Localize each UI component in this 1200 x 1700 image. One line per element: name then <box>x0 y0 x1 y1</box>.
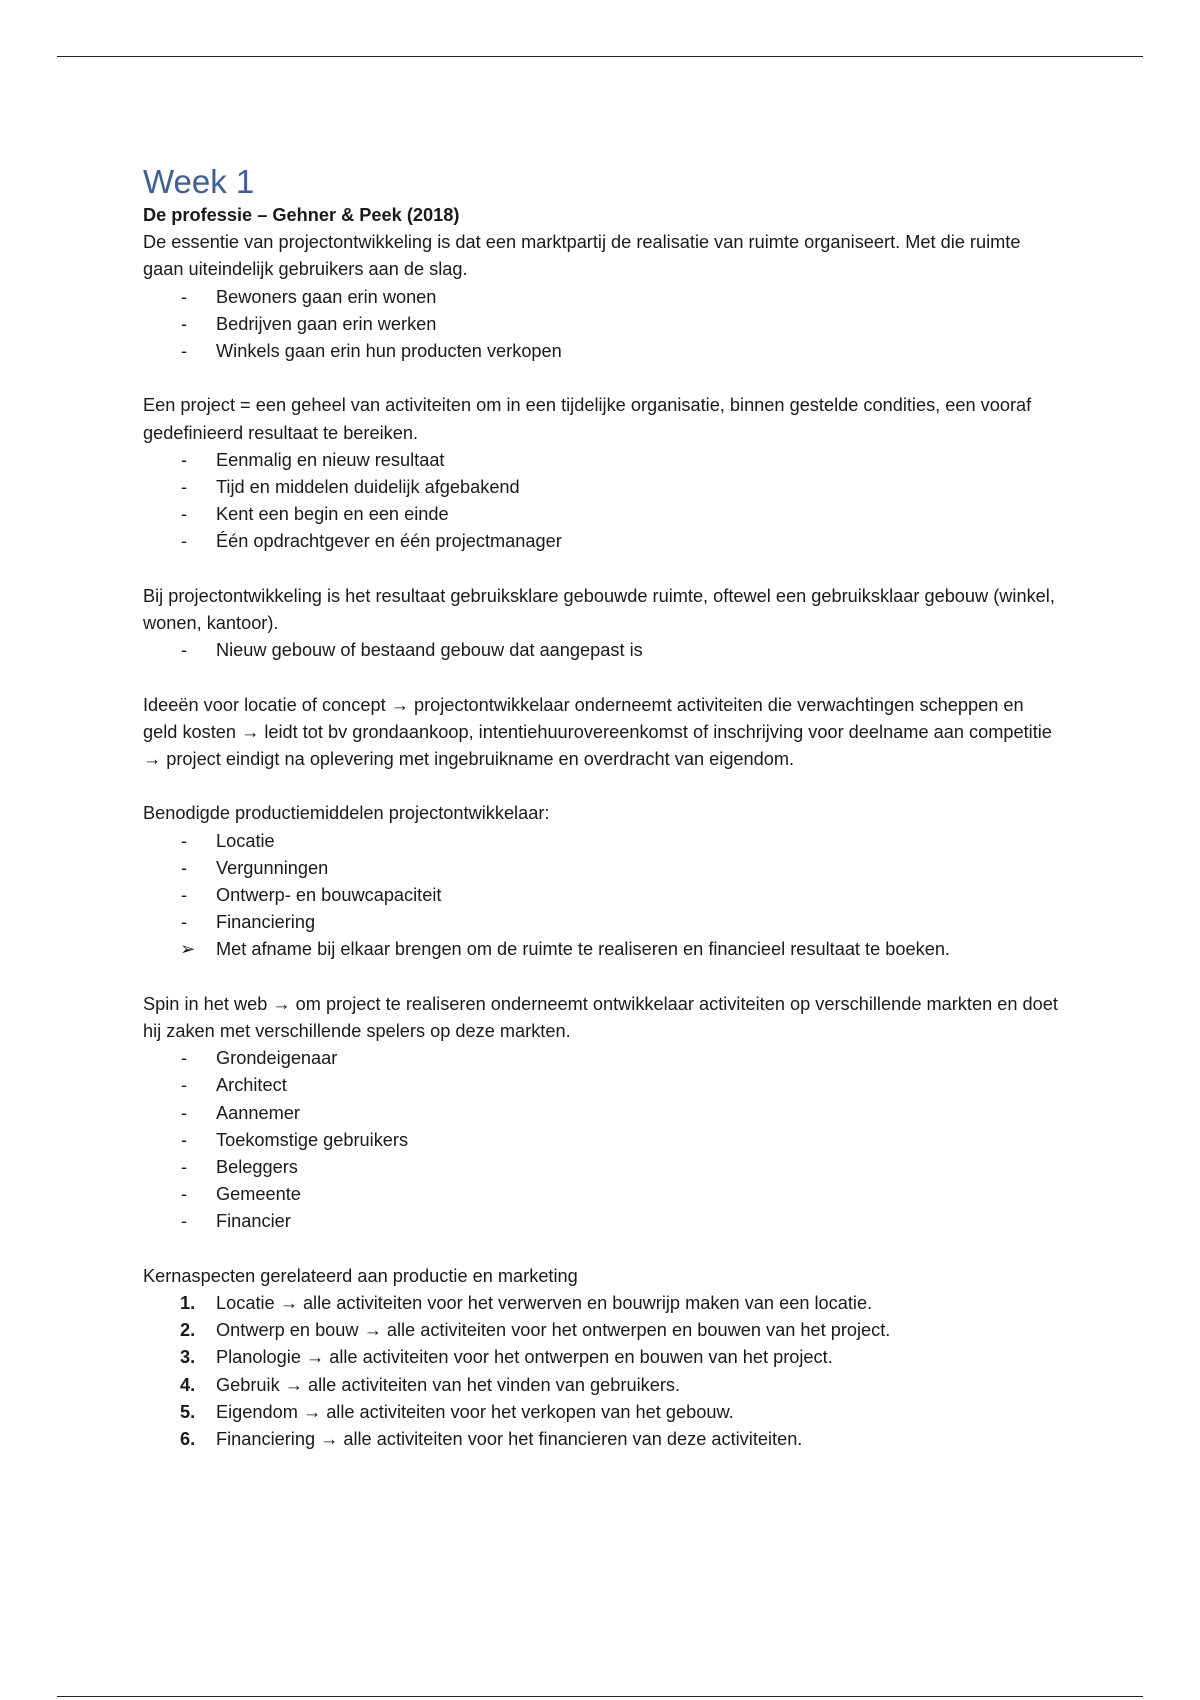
paragraph-resources: Benodigde productiemiddelen projectontwikkelaar: <box>143 803 550 824</box>
dash-marker: - <box>181 830 188 851</box>
list-item: - Ontwerp- en bouwcapaciteit <box>143 882 1063 909</box>
dash-marker: - <box>181 504 188 525</box>
list-item: - Winkels gaan erin hun producten verkopen <box>143 338 1063 365</box>
list-item: - Beleggers <box>143 1154 1063 1181</box>
dash-marker: - <box>181 885 188 906</box>
list-item: ➢ Met afname bij elkaar brengen om de ruimte te realiseren en financieel resultaat te boeken. <box>143 936 1063 963</box>
list-item: - Nieuw gebouw of bestaand gebouw dat aangepast is <box>143 637 1063 664</box>
list-number: 1. <box>180 1293 196 1314</box>
dash-marker: - <box>181 1048 188 1069</box>
spacer <box>143 365 1063 392</box>
paragraph-web: Spin in het web → om project te realiseren onderneemt ontwikkelaar activiteiten op verschillende markten en doet hij zaken met verschillende spelers op deze markten. <box>143 993 1058 1042</box>
dash-marker: - <box>181 1184 188 1205</box>
list-number: 2. <box>180 1320 196 1341</box>
list-item: - Eenmalig en nieuw resultaat <box>143 447 1063 474</box>
bullet-list-resources <box>143 828 1063 964</box>
list-item: 3. Planologie → alle activiteiten voor het ontwerpen en bouwen van het project. <box>143 1344 1063 1371</box>
section-subheading: De professie – Gehner & Peek (2018) <box>143 205 460 225</box>
list-item: - Grondeigenaar <box>143 1045 1063 1072</box>
dash-marker: - <box>181 1102 188 1123</box>
dash-marker: - <box>181 1129 188 1150</box>
spacer <box>143 773 1063 800</box>
list-item: - Financier <box>143 1208 1063 1235</box>
dash-marker: - <box>181 857 188 878</box>
list-item: - Toekomstige gebruikers <box>143 1127 1063 1154</box>
list-number: 4. <box>180 1374 196 1395</box>
dash-marker: - <box>181 449 188 470</box>
paragraph-core-aspects: Kernaspecten gerelateerd aan productie en marketing <box>143 1265 578 1286</box>
list-number: 6. <box>180 1429 196 1450</box>
numbered-list-core-aspects <box>143 1290 1063 1453</box>
list-item: - Tijd en middelen duidelijk afgebakend <box>143 474 1063 501</box>
list-item: - Bedrijven gaan erin werken <box>143 311 1063 338</box>
list-item: - Kent een begin en een einde <box>143 501 1063 528</box>
list-item: - Vergunningen <box>143 855 1063 882</box>
list-item: - Financiering <box>143 909 1063 936</box>
dash-marker: - <box>181 1157 188 1178</box>
spacer <box>143 664 1063 691</box>
dash-marker: - <box>181 531 188 552</box>
bullet-list-building <box>143 637 1063 664</box>
document-heading: Week 1 <box>143 163 255 200</box>
footer-rule <box>57 1696 1143 1697</box>
list-item: - Bewoners gaan erin wonen <box>143 284 1063 311</box>
list-item: 4. Gebruik → alle activiteiten van het vinden van gebruikers. <box>143 1372 1063 1399</box>
header-rule <box>57 56 1143 57</box>
list-number: 5. <box>180 1401 196 1422</box>
list-item: 5. Eigendom → alle activiteiten voor het verkopen van het gebouw. <box>143 1399 1063 1426</box>
list-item: - Één opdrachtgever en één projectmanager <box>143 528 1063 555</box>
paragraph-process: Ideeën voor locatie of concept → projectontwikkelaar onderneemt activiteiten die verwachtingen scheppen en geld kosten → leidt tot bv grondaankoop, intentiehuurovereenkomst of inschrijving voor deelname aan competitie → project eindigt na oplevering met ingebruikname en overdracht van eigendom. <box>143 694 1052 770</box>
list-item: - Gemeente <box>143 1181 1063 1208</box>
dash-marker: - <box>181 341 188 362</box>
dash-marker: - <box>181 640 188 661</box>
list-item: 6. Financiering → alle activiteiten voor het financieren van deze activiteiten. <box>143 1426 1063 1453</box>
document-body <box>143 162 1063 1453</box>
list-number: 3. <box>180 1347 196 1368</box>
list-item: - Locatie <box>143 828 1063 855</box>
dash-marker: - <box>181 477 188 498</box>
spacer <box>143 1236 1063 1263</box>
list-item: - Architect <box>143 1072 1063 1099</box>
dash-marker: - <box>181 1075 188 1096</box>
dash-marker: - <box>181 286 188 307</box>
bullet-list-players <box>143 1045 1063 1235</box>
list-item: - Aannemer <box>143 1100 1063 1127</box>
paragraph-project-definition: Een project = een geheel van activiteiten om in een tijdelijke organisatie, binnen gestelde condities, een vooraf gedefinieerd resultaat te bereiken. <box>143 395 1032 443</box>
spacer <box>143 964 1063 991</box>
list-item: 1. Locatie → alle activiteiten voor het verwerven en bouwrijp maken van een locatie. <box>143 1290 1063 1317</box>
dash-marker: - <box>181 1211 188 1232</box>
paragraph-essence: De essentie van projectontwikkeling is dat een marktpartij de realisatie van ruimte organiseert. Met die ruimte gaan uiteindelijk gebruikers aan de slag. <box>143 232 1021 280</box>
list-item: 2. Ontwerp en bouw → alle activiteiten voor het ontwerpen en bouwen van het project. <box>143 1317 1063 1344</box>
bullet-list-project-traits <box>143 447 1063 556</box>
dash-marker: - <box>181 912 188 933</box>
dash-marker: - <box>181 313 188 334</box>
bullet-list-users <box>143 284 1063 366</box>
spacer <box>143 556 1063 583</box>
arrowhead-bullet-icon: ➢ <box>180 939 196 960</box>
paragraph-result: Bij projectontwikkeling is het resultaat gebruiksklare gebouwde ruimte, oftewel een gebruiksklaar gebouw (winkel, wonen, kantoor). <box>143 585 1055 634</box>
